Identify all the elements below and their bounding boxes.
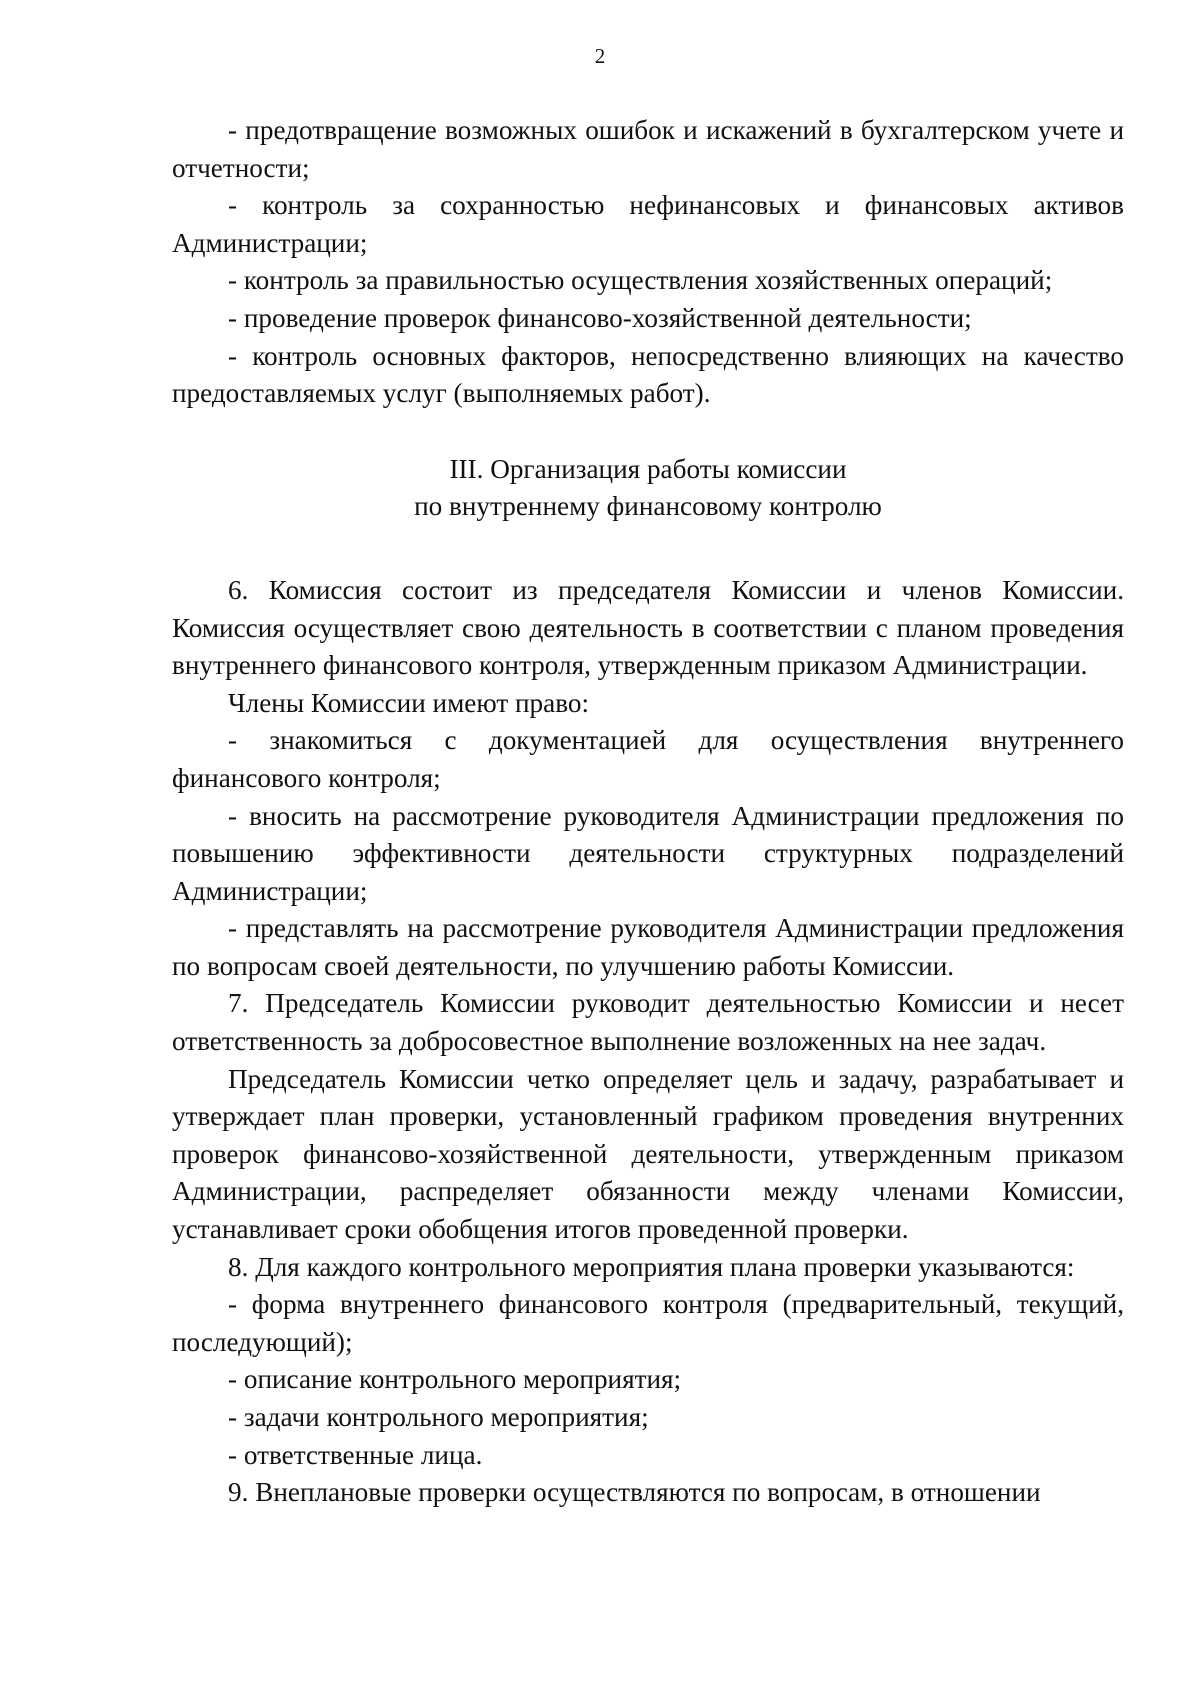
paragraph-8: 8. Для каждого контрольного мероприятия плана проверки указываются: bbox=[228, 1251, 1075, 1282]
list-item: - форма внутреннего финансового контроля (предварительный, текущий, последующий); bbox=[172, 1289, 1124, 1357]
list-item: - представлять на рассмотрение руководителя Администрации предложения по вопросам своей деятельности, по улучшению работы Комиссии. bbox=[172, 913, 1124, 981]
list-item: - задачи контрольного мероприятия; bbox=[228, 1402, 649, 1432]
paragraph-chairman-duties: Председатель Комиссии четко определяет цель и задачу, разрабатывает и утверждает план проверки, установленный графиком проведения внутренних проверок финансово-хозяйственной деятельности, утвержденным приказом Администрации, распределяет обязанности между членами Комиссии, устанавливает сроки обобщения итогов проведенной проверки. bbox=[172, 1063, 1124, 1245]
paragraph-6: 6. Комиссия состоит из председателя Комиссии и членов Комиссии. Комиссия осуществляет свою деятельность в соответствии с планом проведения внутреннего финансового контроля, утвержденным приказом Администрации. bbox=[172, 574, 1124, 681]
intro-item: - предотвращение возможных ошибок и искажений в бухгалтерском учете и отчетности; bbox=[172, 115, 1124, 183]
list-item: - вносить на рассмотрение руководителя Администрации предложения по повышению эффективности деятельности структурных подразделений Администрации; bbox=[172, 800, 1124, 906]
list-item: - знакомиться с документацией для осуществления внутреннего финансового контроля; bbox=[172, 725, 1124, 793]
intro-item: - контроль основных факторов, непосредственно влияющих на качество предоставляемых услуг (выполняемых работ). bbox=[172, 340, 1124, 409]
intro-item: - контроль за правильностью осуществления хозяйственных операций; bbox=[228, 265, 1053, 296]
intro-item: - проведение проверок финансово-хозяйственной деятельности; bbox=[228, 302, 972, 333]
document-body bbox=[172, 112, 1124, 1512]
paragraph-7: 7. Председатель Комиссии руководит деятельностью Комиссии и несет ответственность за добросовестное выполнение возложенных на нее задач. bbox=[172, 988, 1124, 1057]
list-item: - описание контрольного мероприятия; bbox=[228, 1364, 682, 1395]
paragraph-9: 9. Внеплановые проверки осуществляются по вопросам, в отношении bbox=[228, 1477, 1041, 1508]
section-heading bbox=[172, 451, 1124, 526]
section-heading-line-2: по внутреннему финансовому контролю bbox=[414, 491, 882, 522]
intro-item: - контроль за сохранностью нефинансовых и финансовых активов Администрации; bbox=[172, 190, 1124, 258]
section-heading-line-1: III. Организация работы комиссии bbox=[449, 453, 847, 484]
paragraph-members-rights: Члены Комиссии имеют право: bbox=[228, 687, 590, 718]
page-number: 2 bbox=[594, 44, 606, 68]
list-item: - ответственные лица. bbox=[228, 1439, 483, 1470]
